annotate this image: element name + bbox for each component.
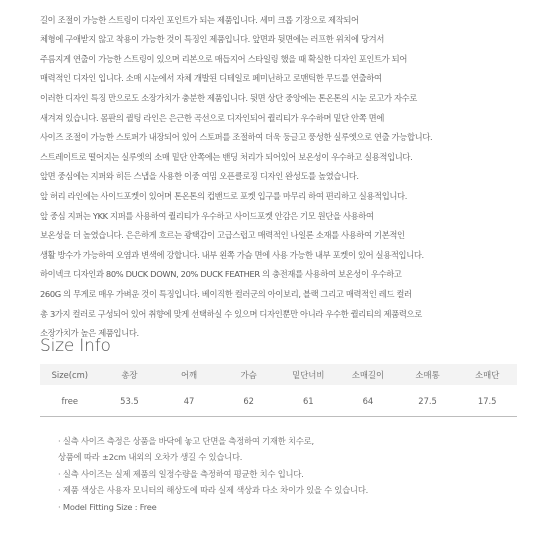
size-header-cell: 소매통 [398,364,458,385]
size-notes [58,433,368,515]
size-table-header-row [40,364,517,385]
size-header-cell: 총장 [100,364,160,385]
note-item: 상품에 따라 ±2cm 내외의 오차가 생길 수 있습니다. [58,452,243,463]
description-line: 이러한 디자인 특징 만으로도 소장가치가 충분한 제품입니다. 뒷면 상단 중앙에는 톤온톤의 시눈 로고가 자수로 [40,92,417,103]
description-line: 길이 조절이 가능한 스트링이 디자인 포인트가 되는 제품입니다. 세미 크롭 기장으로 제작되어 [40,14,359,25]
size-cell: 62 [219,385,279,417]
description-line: 사이즈 조절이 가능한 스토퍼가 내장되어 있어 스토퍼를 조절하여 더욱 둥글고 풍성한 실루엣으로 연출 가능합니다. [40,132,433,143]
size-header-cell: 소매길이 [338,364,398,385]
description-line: 스트레이트로 떨어지는 실루엣의 소매 밑단 안쪽에는 밴딩 처리가 되어있어 보온성이 우수하고 실용적입니다. [40,151,413,162]
description-line: 앞 허리 라인에는 사이드포켓이 있어며 톤온톤의 컵밴드로 포켓 입구를 마무리 하여 편리하고 실용적입니다. [40,190,407,201]
description-line: 하이넥크 디자인과 80% DUCK DOWN, 20% DUCK FEATHER 의 충전재를 사용하여 보온성이 우수하고 [40,269,402,280]
description-line: 앞 중심 지퍼는 YKK 지퍼를 사용하여 퀄리티가 우수하고 사이드포켓 안감은 기모 원단을 사용하여 [40,210,374,221]
size-cell: 53.5 [100,385,160,417]
description-line: 새겨져 있습니다. 몸판의 퀼팅 라인은 은근한 곡선으로 디자인되어 퀄리티가 우수하며 밑단 안쪽 면에 [40,112,384,123]
size-header-cell: Size(cm) [40,364,100,385]
description-line: 생활 방수가 가능하여 오염과 변색에 강합니다. 내부 왼쪽 가슴 면에 사용 가능한 내부 포켓이 있어 실용적입니다. [40,249,424,260]
note-item: · 실측 사이즈는 실제 제품의 일정수량을 측정하여 평균한 치수 입니다. [58,468,304,479]
description-line: 체형에 구애받지 않고 착용이 가능한 것이 특징인 제품입니다. 앞면과 뒷면에는 러프한 위치에 당겨서 [40,34,384,45]
size-header-cell: 소매단 [457,364,517,385]
description-line: 앞면 중심에는 지퍼와 히든 스냅을 사용한 이중 여밈 오픈클로징 디자인 완성도를 높였습니다. [40,171,359,182]
size-table [40,364,517,417]
note-item: · 제품 색상은 사용자 모니터의 해상도에 따라 실제 색상과 다소 차이가 있을 수 있습니다. [58,485,369,496]
description-line: 총 3가지 컬러로 구성되어 있어 취향에 맞게 선택하실 수 있으며 디자인뿐만 아니라 우수한 퀄리티의 제품력으로 [40,308,422,319]
description-line: 260G 의 무게로 매우 가벼운 것이 특징입니다. 베이직한 컬러군의 아이보리, 블랙 그리고 매력적인 레드 컬러 [40,288,412,299]
note-item: · Model Fitting Size : Free [58,501,157,512]
size-header-cell: 가슴 [219,364,279,385]
table-row [40,385,517,417]
size-cell: 64 [338,385,398,417]
size-cell: free [40,385,100,417]
product-description [40,0,545,344]
description-line: 보온성을 더 높였습니다. 은은하게 흐르는 광택감이 고급스럽고 매력적인 나일론 소재를 사용하여 기본적인 [40,230,405,241]
size-header-cell: 밑단너비 [279,364,339,385]
size-cell: 47 [159,385,219,417]
size-info-title: Size Info [40,336,111,356]
size-cell: 61 [279,385,339,417]
size-cell: 17.5 [457,385,517,417]
description-line: 주름지게 연출이 가능한 스트링이 있으며 리본으로 매듭지어 스타일링 했을 때 확실한 디자인 포인트가 되어 [40,53,407,64]
size-cell: 27.5 [398,385,458,417]
note-item: · 실측 사이즈 측정은 상품을 바닥에 놓고 단면을 측정하여 기재한 치수로, [58,436,314,446]
description-line: 매력적인 디자인 입니다. 소매 시눈에서 자체 개발된 디테일로 페미닌하고 로맨틱한 무드를 연출하여 [40,73,382,84]
size-header-cell: 어깨 [159,364,219,385]
description-line: 소장가치가 높은 제품입니다. [40,328,139,339]
description-line [40,0,545,11]
